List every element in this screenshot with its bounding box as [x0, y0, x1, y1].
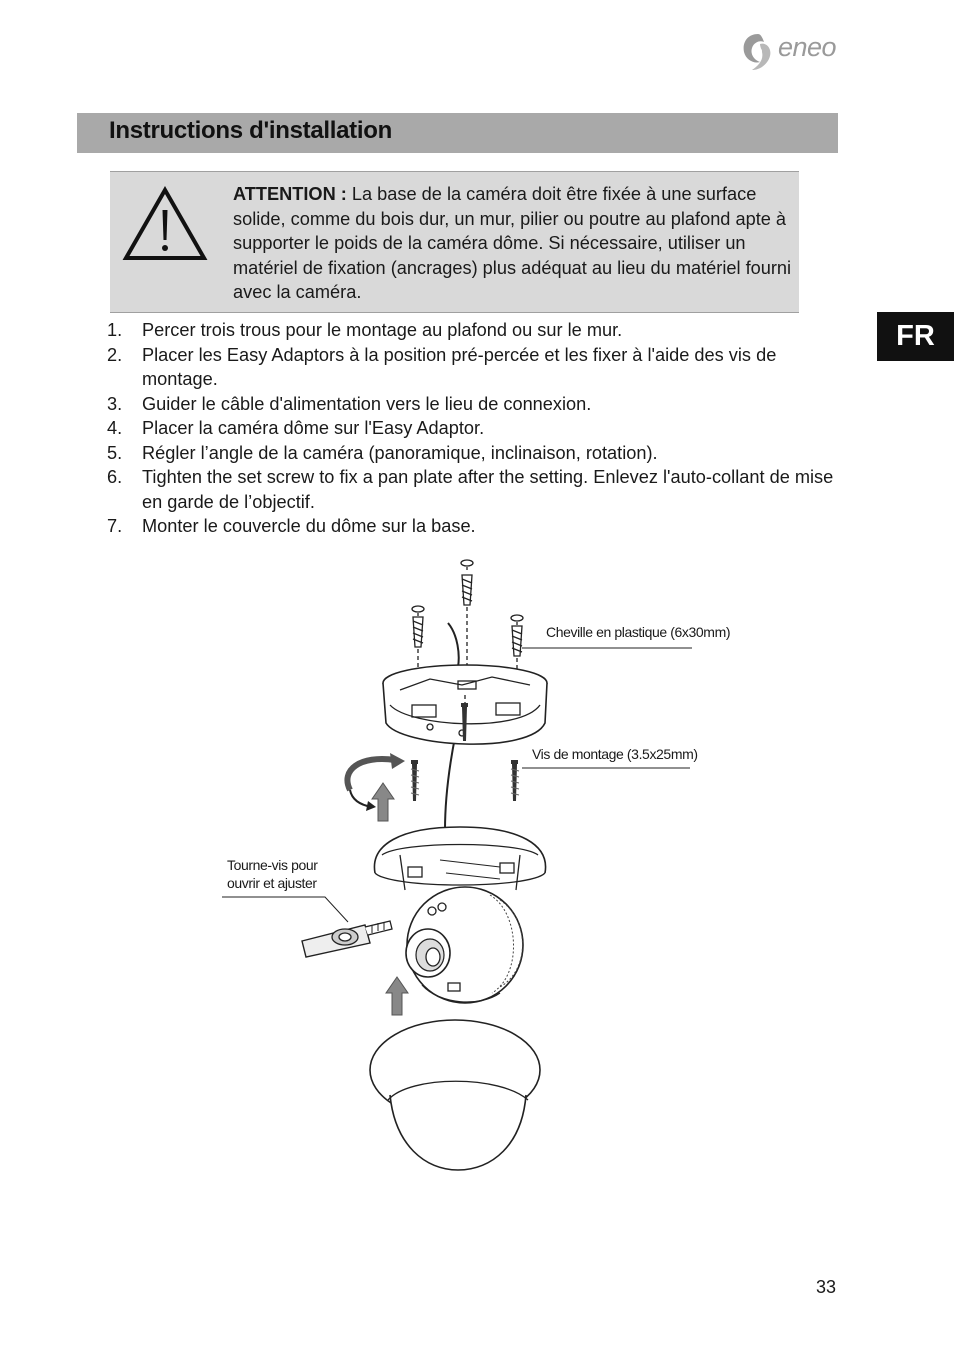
- rotate-arrow-icon: [347, 759, 395, 790]
- installation-steps: [107, 318, 837, 539]
- step-text: Percer trois trous pour le montage au plafond ou sur le mur.: [142, 320, 623, 340]
- section-title: Instructions d'installation: [109, 117, 392, 144]
- step-number: 4.: [107, 418, 123, 438]
- step-number: 7.: [107, 516, 123, 536]
- installation-diagram: [200, 555, 760, 1185]
- step-item: [107, 318, 837, 343]
- step-text: Placer les Easy Adaptors à la position pré-percée et les fixer à l'aide des vis de montage.: [142, 344, 777, 389]
- step-number: 5.: [107, 442, 123, 463]
- up-arrow-icon: [372, 783, 408, 1015]
- language-tab-fr: FR: [877, 312, 954, 361]
- logo-wordmark: eneo: [778, 32, 837, 62]
- step-number: 2.: [107, 344, 123, 365]
- warning-triangle-icon: [122, 186, 208, 262]
- step-number: 6.: [107, 467, 123, 487]
- warning-body: La base de la caméra doit être fixée à une surface solide, comme du bois dur, un mur, pilier ou poutre au plafond apte à supporter le poids de la caméra dôme. Si nécessaire, utiliser un matériel de fixation (ancrages) plus adéquat au lieu du matériel fourni avec la caméra.: [233, 184, 792, 303]
- warning-text: [233, 182, 793, 305]
- step-text: Monter le couvercle du dôme sur la base.: [142, 516, 476, 536]
- step-number: 1.: [107, 320, 123, 340]
- callout-plastic-anchor: Cheville en plastique (6x30mm): [546, 624, 731, 640]
- screwdriver-tool-icon: [302, 921, 392, 957]
- warning-box: [110, 171, 799, 313]
- warning-label: ATTENTION :: [233, 184, 347, 204]
- step-text: Placer la caméra dôme sur l'Easy Adaptor.: [142, 418, 485, 438]
- step-item: [107, 465, 837, 514]
- callout-screwdriver-line2: ouvrir et ajuster: [227, 875, 317, 891]
- plastic-anchor-icon: [461, 560, 473, 673]
- eneo-swirl-icon: [740, 30, 776, 74]
- step-item: [107, 392, 837, 417]
- step-number: 3.: [107, 393, 123, 414]
- step-text: Guider le câble d'alimentation vers le lieu de connexion.: [142, 393, 592, 414]
- section-header: [77, 113, 838, 153]
- page-number: 33: [816, 1277, 837, 1297]
- step-text: Régler l’angle de la caméra (panoramique, inclinaison, rotation).: [142, 442, 658, 463]
- step-item: [107, 416, 837, 441]
- callout-screwdriver-line1: Tourne-vis pour: [227, 857, 318, 873]
- brand-logo: [740, 30, 850, 74]
- step-item: [107, 343, 837, 392]
- step-item: [107, 514, 837, 539]
- callout-mounting-screw: Vis de montage (3.5x25mm): [532, 746, 698, 762]
- step-item: [107, 441, 837, 466]
- step-text: Tighten the set screw to fix a pan plate after the setting. Enlevez l'auto-collant de mise en garde de l’objectif.: [142, 467, 834, 512]
